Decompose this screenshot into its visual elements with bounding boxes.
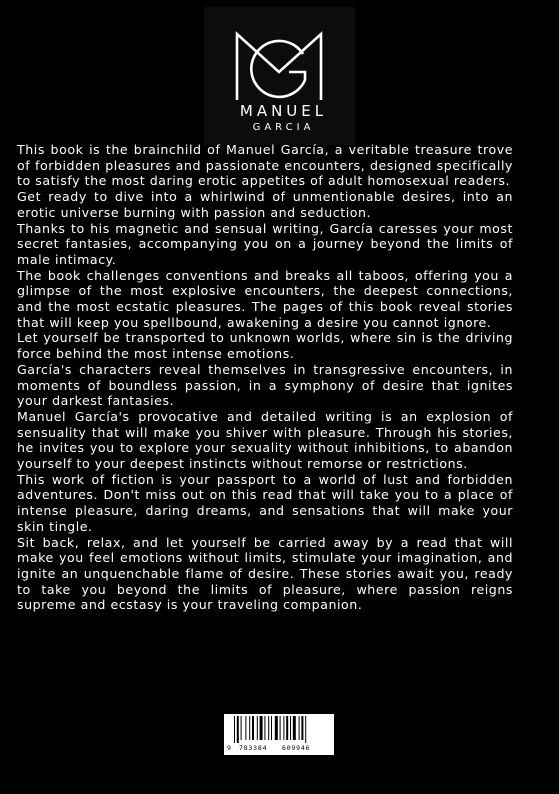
mg-monogram-icon — [233, 28, 325, 106]
back-cover-blurb — [17, 142, 513, 613]
blurb-paragraph: Get ready to dive into a whirlwind of unmentionable desires, into an erotic universe burning with passion and seduction. — [17, 189, 513, 220]
logo-first-name: MANUEL — [239, 102, 328, 120]
blurb-paragraph: Thanks to his magnetic and sensual writing, García caresses your most secret fantasies, accompanying you on a journey beyond the limits of male intimacy. — [17, 220, 513, 267]
author-logo — [204, 7, 355, 145]
blurb-paragraph: Manuel García's provocative and detailed writing is an explosion of sensuality that will make you shiver with pleasure. Through his stories, he invites you to explore your sexuality without inhibitions, to abandon yourself to your deepest instincts without remorse or restrictions. — [17, 408, 513, 472]
logo-last-name: GARCIA — [252, 122, 315, 133]
blurb-paragraph: The book challenges conventions and breaks all taboos, offering you a glimpse of the most explosive encounters, the deepest connections, and the most ecstatic pleasures. The pages of this book reveal stories that will keep you spellbound, awakening a desire you cannot ignore. — [17, 267, 513, 330]
barcode-group-2: 609946 — [282, 744, 311, 752]
barcode-digits — [224, 742, 334, 754]
blurb-paragraph: This book is the brainchild of Manuel García, a veritable treasure trove of forbidden pleasures and passionate encounters, designed specifically to satisfy the most daring erotic appetites of adult homosexual readers. — [17, 142, 513, 189]
barcode-lead-digit: 9 — [227, 744, 231, 752]
blurb-paragraph: This work of fiction is your passport to a world of lust and forbidden adventures. Don't miss out on this read that will take you to a place of intense pleasure, daring dreams, and sensations that will make your skin tingle. — [17, 471, 513, 534]
barcode-icon — [228, 716, 330, 743]
barcode-group-1: 783384 — [239, 744, 268, 752]
isbn-barcode — [224, 714, 334, 755]
blurb-paragraph: Let yourself be transported to unknown worlds, where sin is the driving force behind the most intense emotions. — [17, 330, 513, 362]
blurb-paragraph: Sit back, relax, and let yourself be carried away by a read that will make you feel emotions without limits, stimulate your imagination, and ignite an unquenchable flame of desire. These stories await you, ready to take you beyond the limits of pleasure, where passion reigns supreme and ecstasy is your traveling companion. — [17, 534, 513, 613]
blurb-paragraph: García's characters reveal themselves in transgressive encounters, in moments of boundless passion, in a symphony of desire that ignites your darkest fantasies. — [17, 361, 513, 409]
